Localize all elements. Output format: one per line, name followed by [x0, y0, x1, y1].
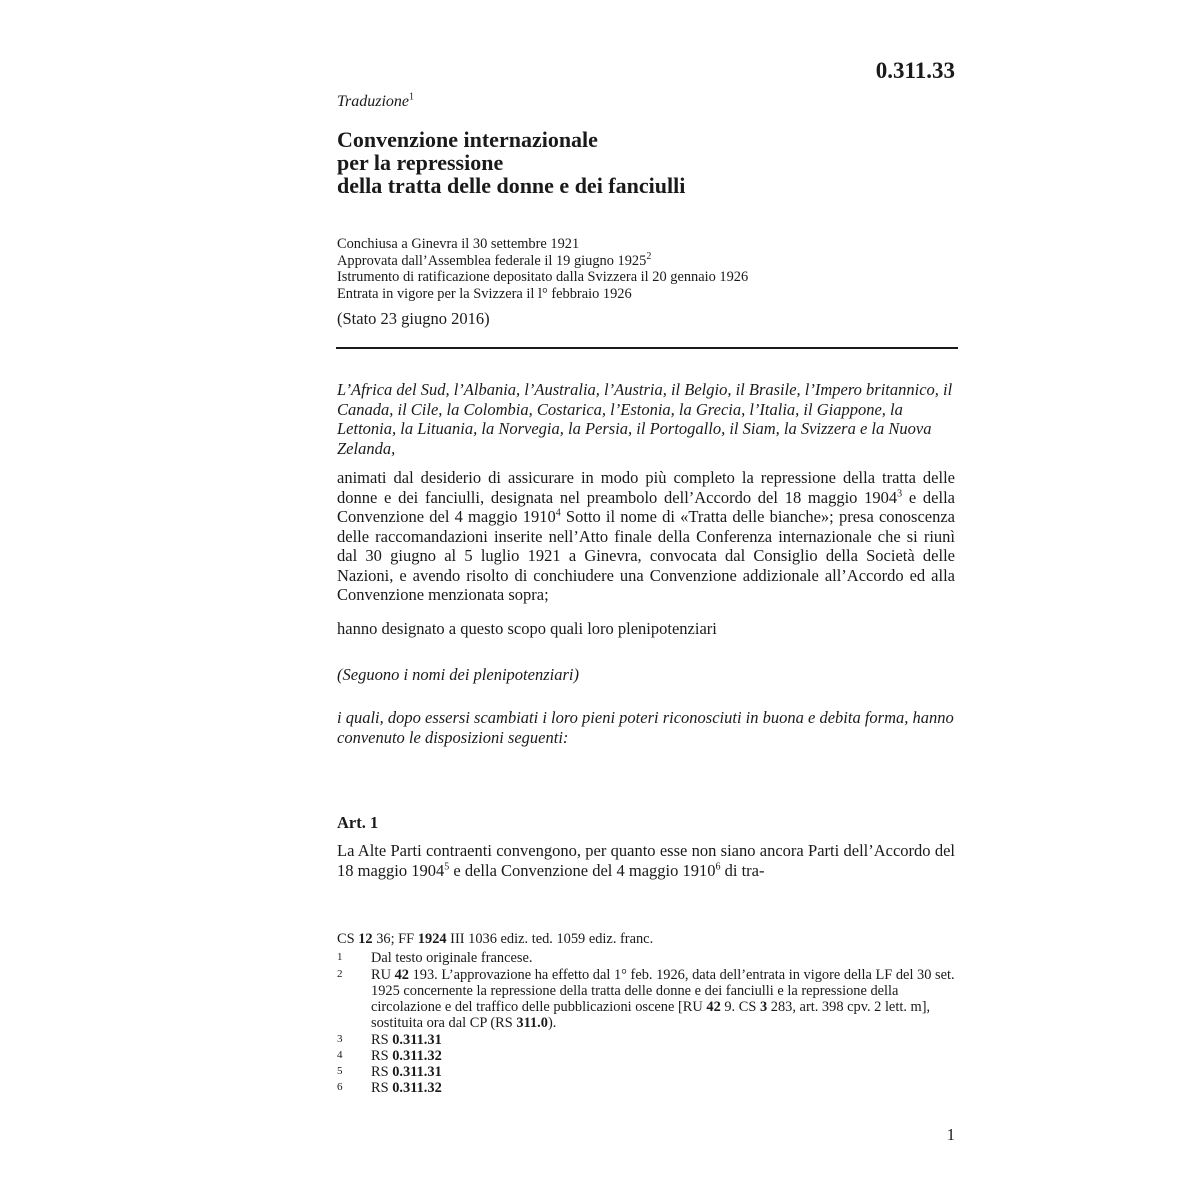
fn2-bold-2: 42	[706, 999, 721, 1015]
footnote-text: Dal testo originale francese.	[371, 950, 533, 966]
fn2-part-3: 9. CS	[720, 999, 760, 1015]
fn6-prefix: RS	[371, 1080, 393, 1096]
document-metadata	[337, 236, 957, 302]
fn6-ref-link[interactable]: 0.311.32	[392, 1080, 442, 1096]
preamble-text-a: animati dal desiderio di assicurare in modo più completo la repressione della tratta delle donne e dei fanciulli, designata nel preambolo dell’Accordo del 18 maggio 1904	[337, 468, 955, 507]
fn2-part-1: RU	[371, 967, 395, 983]
fn2-part-4: 283, art. 398 cpv. 2 lett. m], sostituita ora dal CP (RS	[371, 999, 931, 1031]
title-line-3: della tratta delle donne e dei fanciulli	[337, 173, 686, 198]
fn3-prefix: RS	[371, 1032, 393, 1048]
meta-ratification: Istrumento di ratificazione depositato dalla Svizzera il 20 gennaio 1926	[337, 269, 749, 285]
page-number: 1	[946, 1125, 955, 1144]
fn2-bold-1: 42	[394, 967, 409, 983]
sources-rest: III 1036 ediz. ted. 1059 ediz. franc.	[446, 931, 654, 947]
footnote-number: 4	[337, 1049, 343, 1061]
article-1-heading: Art. 1	[337, 813, 379, 832]
footnote-number: 6	[337, 1081, 343, 1093]
fn4-prefix: RS	[371, 1048, 393, 1064]
sources-cs: CS	[337, 931, 359, 947]
footnote-1	[337, 950, 957, 966]
footnote-number: 1	[337, 951, 343, 963]
sources-cs-vol: 12	[358, 931, 373, 947]
translation-text: Traduzione	[337, 93, 410, 110]
footnote-ref-6[interactable]: 6	[715, 861, 721, 872]
footnote-number: 3	[337, 1033, 343, 1045]
fn3-ref-link[interactable]: 0.311.31	[392, 1032, 442, 1048]
footnote-6	[337, 1080, 957, 1096]
fn2-bold-3: 3	[759, 999, 768, 1015]
sr-number: 0.311.33	[875, 58, 955, 83]
footnote-ref-5[interactable]: 5	[444, 861, 450, 872]
preamble-parties: L’Africa del Sud, l’Albania, l’Australia, l’Austria, il Belgio, il Brasile, l’Impero britannico, il Canada, il Cile, la Colombia, Costarica, l’Estonia, la Grecia, l’Italia, il Giappone, la Lettonia, la Lituania, la Norvegia, la Persia, il Portogallo, il Siam, la Svizzera e la Nuova Zelanda,	[337, 380, 953, 458]
source-references	[337, 931, 653, 948]
meta-approved	[337, 250, 957, 270]
footnote-number: 2	[337, 968, 343, 980]
translation-label	[337, 93, 414, 111]
preamble-paragraph	[337, 468, 955, 605]
footnote-3	[337, 1032, 957, 1048]
preamble-agreed: i quali, dopo essersi scambiati i loro pieni poteri riconosciuti in buona e debita forma, hanno convenuto le disposizioni seguenti:	[337, 708, 954, 747]
footnote-ref-2[interactable]: 2	[646, 250, 652, 262]
footnote-ref-3[interactable]: 3	[897, 488, 903, 499]
preamble-text-b: e della Convenzione del 4 maggio 1910	[337, 487, 956, 526]
footnote-5	[337, 1064, 957, 1080]
fn2-bold-4: 311.0	[516, 1015, 548, 1031]
meta-in-force: Entrata in vigore per la Svizzera il l° febbraio 1926	[337, 285, 632, 302]
footnote-text	[371, 1064, 957, 1080]
status-date: (Stato 23 giugno 2016)	[337, 309, 490, 328]
meta-concluded: Conchiusa a Ginevra il 30 settembre 1921	[337, 236, 580, 252]
article-1-text	[337, 841, 955, 880]
footnote-text	[371, 1048, 957, 1064]
fn4-ref-link[interactable]: 0.311.32	[392, 1048, 442, 1064]
title-line-1: Convenzione internazionale	[337, 127, 598, 152]
footnote-4	[337, 1048, 957, 1064]
footnote-2	[337, 967, 957, 1031]
meta-approved-text: Approvata dall’Assemblea federale il 19 giugno 1925	[337, 252, 647, 269]
article-1-text-b: e della Convenzione del 4 maggio 1910	[449, 860, 716, 880]
footnote-text	[371, 1032, 957, 1048]
fn2-part-2: 193. L’approvazione ha effetto dal 1° feb. 1926, data dell’entrata in vigore della LF del 30 set. 1925 concernente la repressione della tratta delle donne e dei fanciulli e la repressione della circolazione e del traffico delle pubblicazioni oscene [RU	[371, 967, 955, 1015]
plenipotentiaries-note: (Seguono i nomi dei plenipotenziari)	[337, 665, 579, 684]
preamble-text-c: Sotto il nome di «Tratta delle bianche»; presa conoscenza delle raccomandazioni inserite nell’Atto finale della Conferenza internazionale che si riunì dal 30 giugno al 5 luglio 1921 a Ginevra, convocata dal Consiglio della Società delle Nazioni, e avendo risolto di conchiudere una Convenzione addizionale all’Accordo ed alla Convenzione menzionata sopra;	[337, 507, 955, 604]
title-line-2: per la repressione	[337, 150, 504, 175]
fn5-prefix: RS	[371, 1064, 393, 1080]
footnote-text	[371, 1080, 957, 1096]
header-divider	[336, 347, 958, 349]
document-title	[337, 128, 957, 197]
footnote-ref-1[interactable]: 1	[409, 91, 415, 103]
preamble-designated: hanno designato a questo scopo quali loro plenipotenziari	[337, 619, 717, 638]
fn5-ref-link[interactable]: 0.311.31	[392, 1064, 442, 1080]
sources-cs-page: 36; FF	[372, 931, 418, 947]
footnote-text	[371, 967, 957, 1031]
footnote-ref-4[interactable]: 4	[555, 507, 561, 519]
fn2-part-5: ).	[547, 1015, 557, 1031]
footnote-number: 5	[337, 1065, 343, 1077]
sources-ff-year: 1924	[417, 931, 447, 947]
article-1-text-a: La Alte Parti contraenti convengono, per quanto esse non siano ancora Parti dell’Accordo del 18 maggio 1904	[337, 841, 955, 880]
article-1-text-c: di tra-	[720, 860, 765, 880]
